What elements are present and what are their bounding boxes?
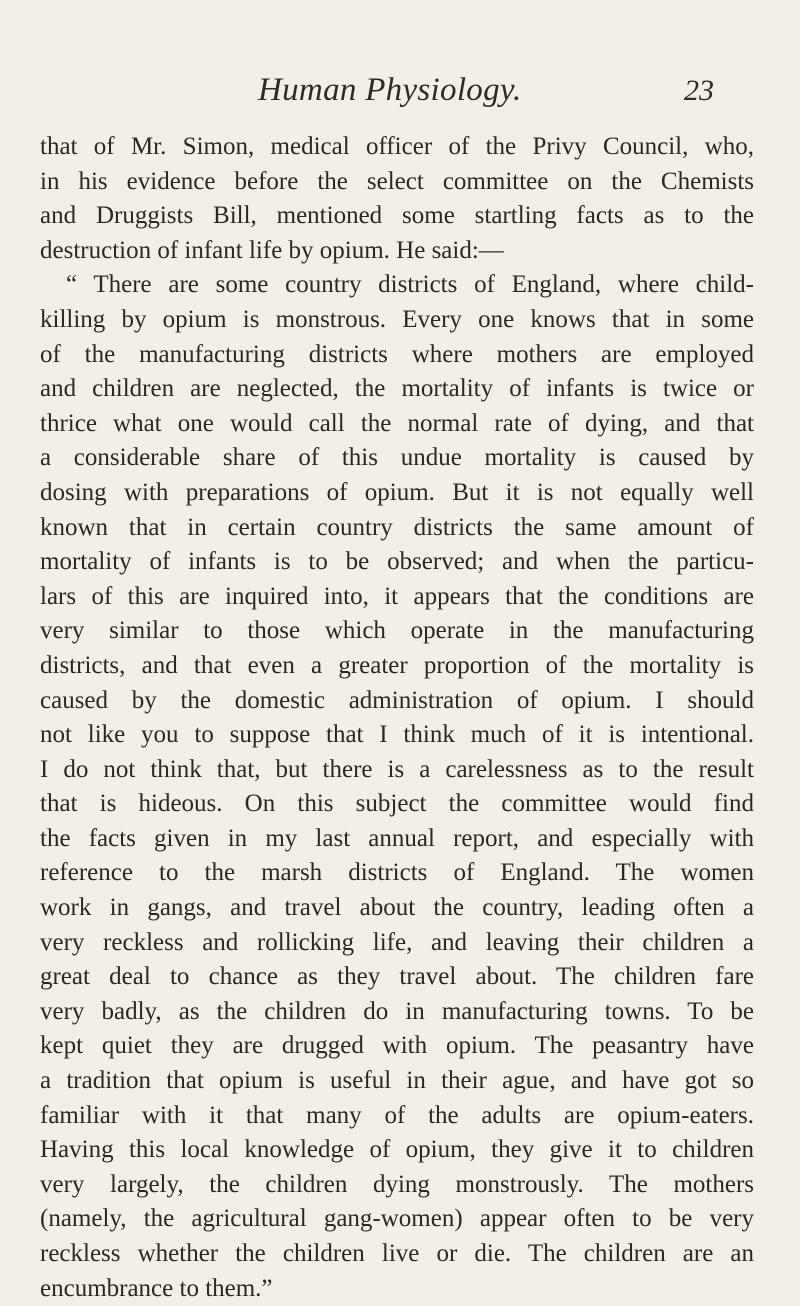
text-line: very reckless and rollicking life, and leaving their children a — [40, 928, 754, 956]
text-line: I do not think that, but there is a carelessness as to the result — [40, 755, 754, 783]
text-line: very largely, the children dying monstrously. The mothers — [40, 1170, 754, 1198]
text-line: work in gangs, and travel about the country, leading often a — [40, 894, 754, 922]
text-line: destruction of infant life by opium. He said:— — [40, 236, 504, 264]
text-line: mortality of infants is to be observed; and when the particu- — [40, 548, 754, 576]
text-line: in his evidence before the select committee on the Chemists — [40, 167, 754, 195]
text-line: Having this local knowledge of opium, they give it to children — [40, 1136, 754, 1164]
text-line: thrice what one would call the normal rate of dying, and that — [40, 409, 754, 437]
text-line: not like you to suppose that I think much of it is intentional. — [40, 721, 754, 749]
body-text — [40, 130, 754, 1306]
text-line: (namely, the agricultural gang-women) appear often to be very — [40, 1205, 754, 1233]
text-line: great deal to chance as they travel about. The children fare — [40, 963, 754, 991]
text-line: familiar with it that many of the adults are opium-eaters. — [40, 1101, 754, 1129]
text-line: kept quiet they are drugged with opium. The peasantry have — [40, 1032, 754, 1060]
text-line: lars of this are inquired into, it appears that the conditions are — [40, 582, 754, 610]
text-line: encumbrance to them.” — [40, 1274, 273, 1302]
text-line: and children are neglected, the mortality of infants is twice or — [40, 375, 754, 403]
text-line: the facts given in my last annual report, and especially with — [40, 824, 754, 852]
text-line: known that in certain country districts the same amount of — [40, 513, 754, 541]
text-line: very similar to those which operate in the manufacturing — [40, 617, 754, 645]
text-line: a considerable share of this undue mortality is caused by — [40, 444, 754, 472]
text-line: that is hideous. On this subject the committee would find — [40, 790, 754, 818]
text-line: a tradition that opium is useful in their ague, and have got so — [40, 1067, 754, 1095]
text-line: caused by the domestic administration of opium. I should — [40, 686, 754, 714]
running-title: Human Physiology. — [258, 72, 522, 108]
text-line: and Druggists Bill, mentioned some startling facts as to the — [40, 202, 754, 230]
text-line: reference to the marsh districts of England. The women — [40, 859, 754, 887]
text-line: of the manufacturing districts where mothers are employed — [40, 340, 754, 368]
page-number: 23 — [684, 74, 714, 107]
text-line: “ There are some country districts of England, where child- — [66, 271, 754, 299]
text-line: districts, and that even a greater proportion of the mortality is — [40, 651, 754, 679]
text-line: very badly, as the children do in manufacturing towns. To be — [40, 997, 754, 1025]
text-line: dosing with preparations of opium. But it is not equally well — [40, 478, 754, 506]
text-line: killing by opium is monstrous. Every one knows that in some — [40, 305, 754, 333]
text-line: that of Mr. Simon, medical officer of the Privy Council, who, — [40, 133, 754, 160]
page-header — [0, 72, 800, 112]
text-line: reckless whether the children live or die. The children are an — [40, 1240, 754, 1267]
